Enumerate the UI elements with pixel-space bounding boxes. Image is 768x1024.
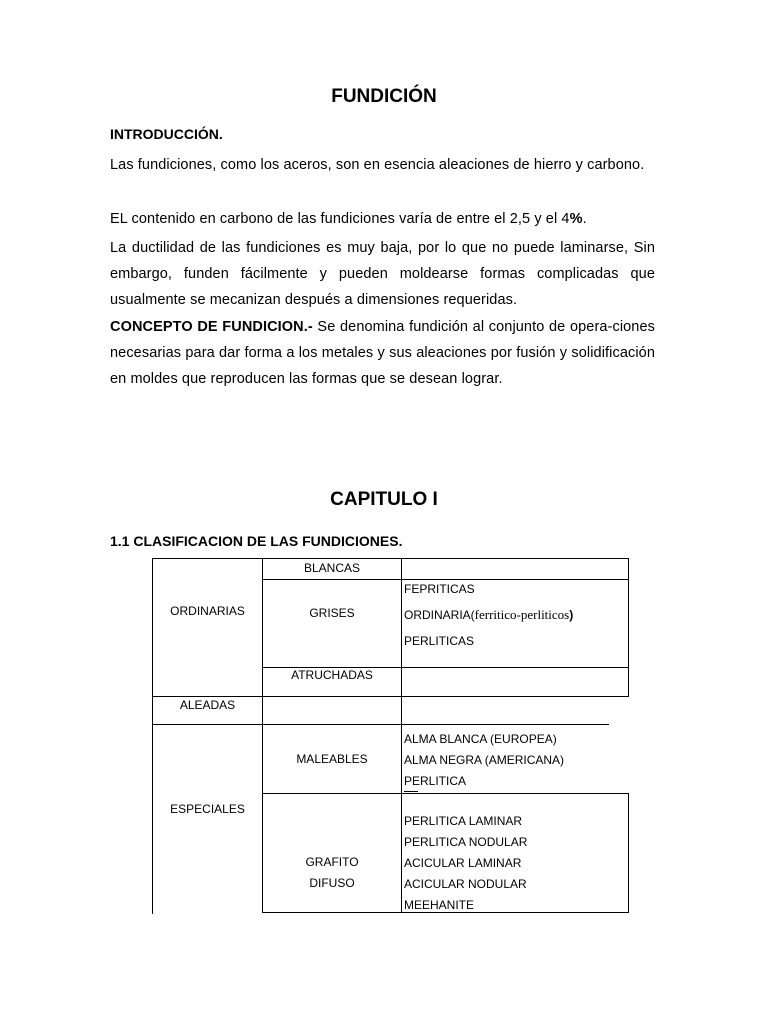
paragraph-carbon-end: . — [582, 211, 587, 227]
concept-text: Se denomina fundición al conjunto de opera-ciones necesarias para dar forma a los metales y sus aleaciones por fusión y solidificación en moldes que reproducen las formas que se desean lograr. — [110, 319, 655, 387]
cell-grafito-item: ACICULAR NODULAR — [404, 877, 527, 891]
paragraph-intro: Las fundiciones, como los aceros, son en esencia aleaciones de hierro y carbono. — [110, 157, 645, 173]
table-line — [628, 793, 629, 913]
cell-maleables: MALEABLES — [296, 752, 368, 766]
paragraph-carbon-text: EL contenido en carbono de las fundiciones varía de entre el 2,5 y el 4 — [110, 211, 570, 227]
intro-heading: INTRODUCCIÓN. — [110, 126, 223, 142]
cell-difuso: DIFUSO — [309, 876, 355, 890]
cell-maleables-item: PERLITICA — [404, 774, 467, 788]
cell-grafito-item: PERLITICA LAMINAR — [404, 814, 523, 828]
cell-fepriticas: FEPRITICAS — [404, 582, 475, 596]
cell-blancas: BLANCAS — [303, 561, 361, 575]
cell-especiales: ESPECIALES — [170, 802, 245, 816]
cell-atruchadas: ATRUCHADAS — [291, 668, 373, 682]
concept-label: CONCEPTO DE FUNDICION.- — [110, 319, 313, 335]
ordinaria-serif: ferritico-perliticos — [474, 607, 570, 622]
cell-maleables-item: ALMA NEGRA (AMERICANA) — [404, 753, 565, 767]
cell-ordinarias: ORDINARIAS — [170, 604, 245, 618]
section-heading: 1.1 CLASIFICACION DE LAS FUNDICIONES. — [110, 533, 403, 549]
cell-grafito-item: MEEHANITE — [404, 898, 475, 912]
chapter-title: CAPITULO I — [330, 489, 438, 510]
page-title: FUNDICIÓN — [331, 86, 437, 107]
cell-ordinaria — [404, 604, 573, 626]
cell-maleables-item: ALMA BLANCA (EUROPEA) — [404, 732, 557, 746]
ordinaria-suffix: ) — [569, 608, 574, 622]
paragraph-ductility: La ductilidad de las fundiciones es muy baja, por lo que no puede laminarse, Sin embargo, funden fácilmente y pueden moldearse formas complicadas que usualmente se mecanizan después a dimensiones requeridas. — [110, 240, 655, 308]
table-line — [401, 558, 402, 913]
table-line — [262, 793, 629, 794]
table-line — [152, 724, 609, 725]
cell-grafito-item: PERLITICA NODULAR — [404, 835, 528, 849]
cell-perliticas: PERLITICAS — [404, 634, 475, 648]
table-line — [628, 558, 629, 697]
cell-grafito: GRAFITO — [305, 855, 359, 869]
cell-aleadas: ALEADAS — [179, 698, 236, 712]
cell-grises: GRISES — [309, 606, 355, 620]
percent-sign: % — [569, 211, 583, 227]
cell-grafito-item: ACICULAR LAMINAR — [404, 856, 522, 870]
ordinaria-prefix: ORDINARIA( — [404, 608, 475, 622]
